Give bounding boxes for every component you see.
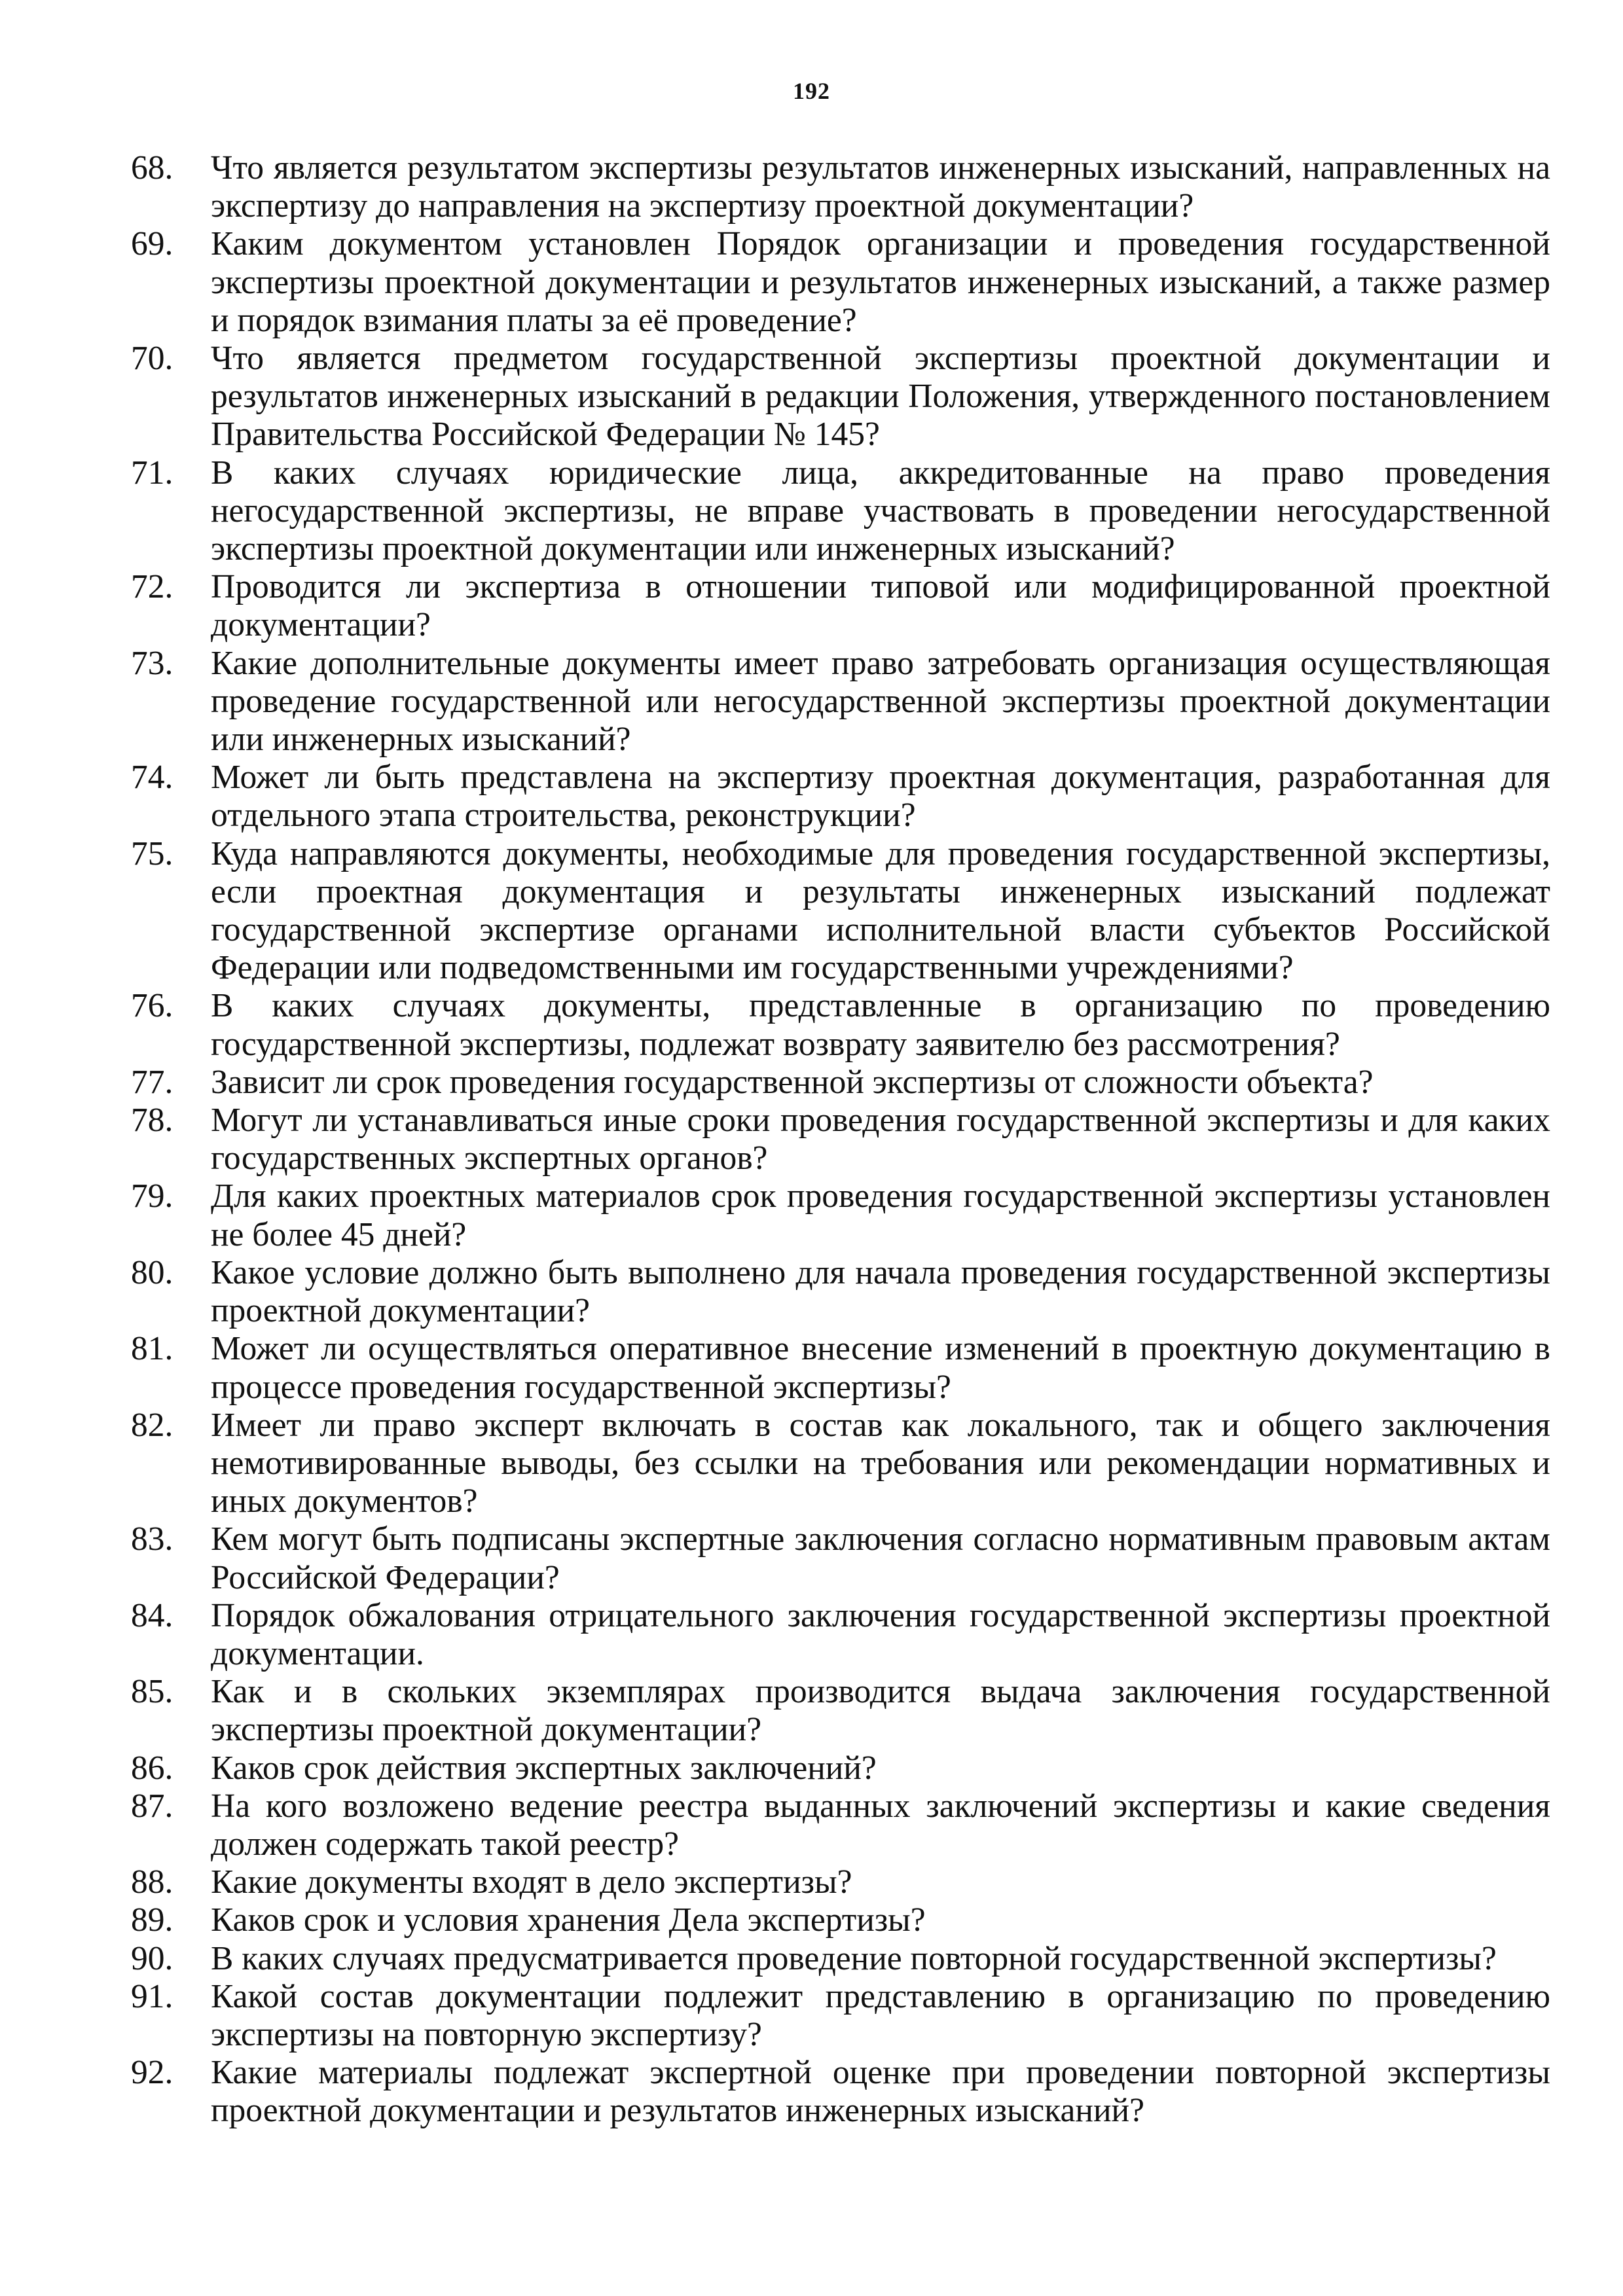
question-number: 81. bbox=[131, 1330, 173, 1368]
question-item bbox=[131, 1863, 1550, 1901]
question-item bbox=[131, 568, 1550, 644]
question-text: Каков срок действия экспертных заключений? bbox=[211, 1749, 877, 1787]
question-item bbox=[131, 1102, 1550, 1177]
question-item bbox=[131, 454, 1550, 569]
question-item bbox=[131, 1749, 1550, 1787]
question-text: Какие дополнительные документы имеет право затребовать организация осуществляющая проведение государственной или негосударственной экспертизы проектной документации или инженерных изысканий? bbox=[211, 644, 1550, 759]
question-number: 74. bbox=[131, 759, 173, 797]
question-list bbox=[131, 149, 1550, 2130]
question-text: Какие материалы подлежат экспертной оценке при проведении повторной экспертизы проектной документации и результатов инженерных изысканий? bbox=[211, 2054, 1550, 2130]
question-text: На кого возложено ведение реестра выданных заключений экспертизы и какие сведения должен содержать такой реестр? bbox=[211, 1787, 1550, 1863]
question-item bbox=[131, 1940, 1550, 1978]
question-text: Может ли осуществляться оперативное внесение изменений в проектную документацию в процессе проведения государственной экспертизы? bbox=[211, 1330, 1550, 1406]
question-number: 88. bbox=[131, 1863, 173, 1901]
question-number: 78. bbox=[131, 1102, 173, 1139]
question-item bbox=[131, 1901, 1550, 1939]
page-number: 192 bbox=[793, 78, 830, 104]
question-text: Могут ли устанавливаться иные сроки проведения государственной экспертизы и для каких государственных экспертных органов? bbox=[211, 1102, 1550, 1177]
question-item bbox=[131, 340, 1550, 454]
question-text: Куда направляются документы, необходимые для проведения государственной экспертизы, если проектная документация и результаты инженерных изысканий подлежат государственной экспертизе органами исполнительной власти субъектов Российской Федерации или подведомственными им государственными учреждениями? bbox=[211, 834, 1550, 987]
question-number: 71. bbox=[131, 454, 173, 492]
question-number: 70. bbox=[131, 340, 173, 378]
question-text: Что является предметом государственной экспертизы проектной документации и результатов инженерных изысканий в редакции Положения, утвержденного постановлением Правительства Российской Федерации № 145? bbox=[211, 340, 1550, 454]
question-text: Какой состав документации подлежит представлению в организацию по проведению экспертизы на повторную экспертизу? bbox=[211, 1977, 1550, 2053]
question-number: 76. bbox=[131, 987, 173, 1025]
question-text: Как и в скольких экземплярах производится выдача заключения государственной экспертизы проектной документации? bbox=[211, 1673, 1550, 1749]
question-text: Проводится ли экспертиза в отношении типовой или модифицированной проектной документации? bbox=[211, 568, 1550, 644]
question-item bbox=[131, 987, 1550, 1063]
question-item bbox=[131, 1673, 1550, 1749]
question-number: 86. bbox=[131, 1749, 173, 1787]
question-text: Что является результатом экспертизы результатов инженерных изысканий, направленных на экспертизу до направления на экспертизу проектной документации? bbox=[211, 149, 1550, 225]
question-number: 91. bbox=[131, 1977, 173, 2015]
question-number: 80. bbox=[131, 1253, 173, 1291]
question-number: 83. bbox=[131, 1520, 173, 1558]
question-number: 77. bbox=[131, 1063, 173, 1101]
question-number: 85. bbox=[131, 1673, 173, 1711]
question-item bbox=[131, 1787, 1550, 1863]
question-text: Каким документом установлен Порядок организации и проведения государственной экспертизы проектной документации и результатов инженерных изысканий, а также размер и порядок взимания платы за её проведение? bbox=[211, 225, 1550, 339]
question-text: Зависит ли срок проведения государственной экспертизы от сложности объекта? bbox=[211, 1063, 1374, 1101]
question-number: 75. bbox=[131, 834, 173, 872]
question-text: Каков срок и условия хранения Дела экспертизы? bbox=[211, 1901, 926, 1939]
question-item bbox=[131, 1407, 1550, 1521]
question-number: 89. bbox=[131, 1901, 173, 1939]
question-text: Имеет ли право эксперт включать в состав как локального, так и общего заключения немотивированные выводы, без ссылки на требования или рекомендации нормативных и иных документов? bbox=[211, 1406, 1550, 1520]
question-item bbox=[131, 835, 1550, 988]
question-text: Порядок обжалования отрицательного заключения государственной экспертизы проектной документации. bbox=[211, 1596, 1550, 1672]
question-number: 82. bbox=[131, 1406, 173, 1444]
question-text: Какое условие должно быть выполнено для начала проведения государственной экспертизы проектной документации? bbox=[211, 1253, 1550, 1330]
question-text: Какие документы входят в дело экспертизы? bbox=[211, 1863, 852, 1901]
question-text: В каких случаях юридические лица, аккредитованные на право проведения негосударственной экспертизы, не вправе участвовать в проведении негосударственной экспертизы проектной документации или инженерных изысканий? bbox=[211, 454, 1550, 568]
question-item bbox=[131, 759, 1550, 834]
question-text: В каких случаях документы, представленные в организацию по проведению государственной экспертизы, подлежат возврату заявителю без рассмотрения? bbox=[211, 987, 1550, 1063]
question-number: 87. bbox=[131, 1787, 173, 1825]
question-item bbox=[131, 1978, 1550, 2054]
question-item bbox=[131, 1254, 1550, 1330]
question-text: Кем могут быть подписаны экспертные заключения согласно нормативным правовым актам Российской Федерации? bbox=[211, 1520, 1550, 1596]
question-text: Для каких проектных материалов срок проведения государственной экспертизы установлен не более 45 дней? bbox=[211, 1177, 1550, 1253]
question-text: В каких случаях предусматривается проведение повторной государственной экспертизы? bbox=[211, 1939, 1497, 1977]
question-item bbox=[131, 1064, 1550, 1102]
question-item bbox=[131, 1330, 1550, 1406]
question-number: 79. bbox=[131, 1177, 173, 1215]
question-item bbox=[131, 149, 1550, 225]
question-item bbox=[131, 1177, 1550, 1253]
question-item bbox=[131, 225, 1550, 340]
question-number: 68. bbox=[131, 149, 173, 187]
question-number: 73. bbox=[131, 644, 173, 682]
question-item bbox=[131, 1520, 1550, 1596]
question-number: 92. bbox=[131, 2054, 173, 2092]
question-number: 72. bbox=[131, 568, 173, 606]
question-item bbox=[131, 2054, 1550, 2130]
question-item bbox=[131, 645, 1550, 759]
question-number: 69. bbox=[131, 225, 173, 263]
question-number: 90. bbox=[131, 1939, 173, 1977]
question-item bbox=[131, 1597, 1550, 1673]
question-number: 84. bbox=[131, 1596, 173, 1634]
question-text: Может ли быть представлена на экспертизу проектная документация, разработанная для отдельного этапа строительства, реконструкции? bbox=[211, 759, 1550, 834]
